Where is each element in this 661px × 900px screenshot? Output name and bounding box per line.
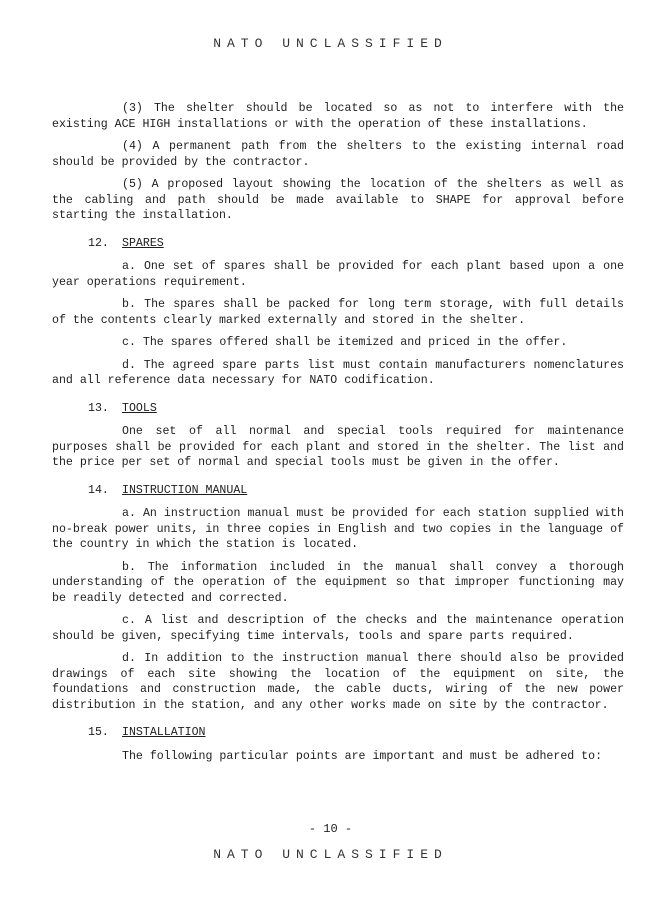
section-number: 15.	[88, 726, 109, 739]
section-title: INSTALLATION	[122, 726, 206, 739]
spares-item-c: c. The spares offered shall be itemized and priced in the offer.	[122, 336, 568, 349]
section-title: TOOLS	[122, 401, 157, 415]
intro-paragraph-4: (4) A permanent path from the shelters to the existing internal road should be provided by the contractor.	[52, 140, 624, 169]
spares-item-d: d. The agreed spare parts list must contain manufacturers nomenclatures and all reference data necessary for NATO codification.	[52, 358, 624, 387]
section-heading-tools	[52, 401, 624, 417]
spares-item-b: b. The spares shall be packed for long term storage, with full details of the contents clearly marked externally and stored in the shelter.	[52, 298, 624, 327]
section-title: SPARES	[122, 236, 164, 250]
manual-item-a: a. An instruction manual must be provided for each station supplied with no-break power units, in three copies in English and two copies in the language of the country in which the station is located.	[52, 507, 624, 551]
section-number: 14.	[88, 483, 109, 497]
manual-item-c: c. A list and description of the checks and the maintenance operation should be given, specifying time intervals, tools and spare parts required.	[52, 614, 624, 643]
manual-item-d: d. In addition to the instruction manual there should also be provided drawings of each site showing the location of the equipment on site, the foundations and construction made, the cable ducts, wiring of the new power distribution in the station, and any other works made on site by the contractor.	[52, 652, 624, 712]
page-number: - 10 -	[308, 822, 353, 836]
intro-paragraph-5: (5) A proposed layout showing the location of the shelters as well as the cabling and path should be made available to SHAPE for approval before starting the installation.	[52, 178, 624, 222]
tools-paragraph: One set of all normal and special tools required for maintenance purposes shall be provided for each plant and stored in the shelter. The list and the price per set of normal and special tools must be given in the offer.	[52, 425, 624, 469]
section-number: 13.	[88, 401, 109, 415]
spares-item-a: a. One set of spares shall be provided for each plant based upon a one year operations requirement.	[52, 260, 624, 289]
section-heading-spares	[52, 236, 624, 252]
intro-paragraph-3: (3) The shelter should be located so as not to interfere with the existing ACE HIGH installations or with the operation of these installations.	[52, 102, 624, 131]
section-heading-instruction-manual	[52, 483, 624, 499]
section-number: 12.	[88, 236, 109, 250]
installation-paragraph: The following particular points are important and must be adhered to:	[122, 749, 603, 763]
manual-item-b: b. The information included in the manual shall convey a thorough understanding of the operation of the equipment so that improper functioning may be readily detected and corrected.	[52, 560, 624, 605]
section-title: INSTRUCTION MANUAL	[122, 483, 248, 497]
header-classification: NATO UNCLASSIFIED	[213, 36, 448, 51]
section-heading-installation	[52, 725, 624, 741]
footer-classification: NATO UNCLASSIFIED	[213, 847, 448, 862]
document-body	[52, 101, 624, 771]
